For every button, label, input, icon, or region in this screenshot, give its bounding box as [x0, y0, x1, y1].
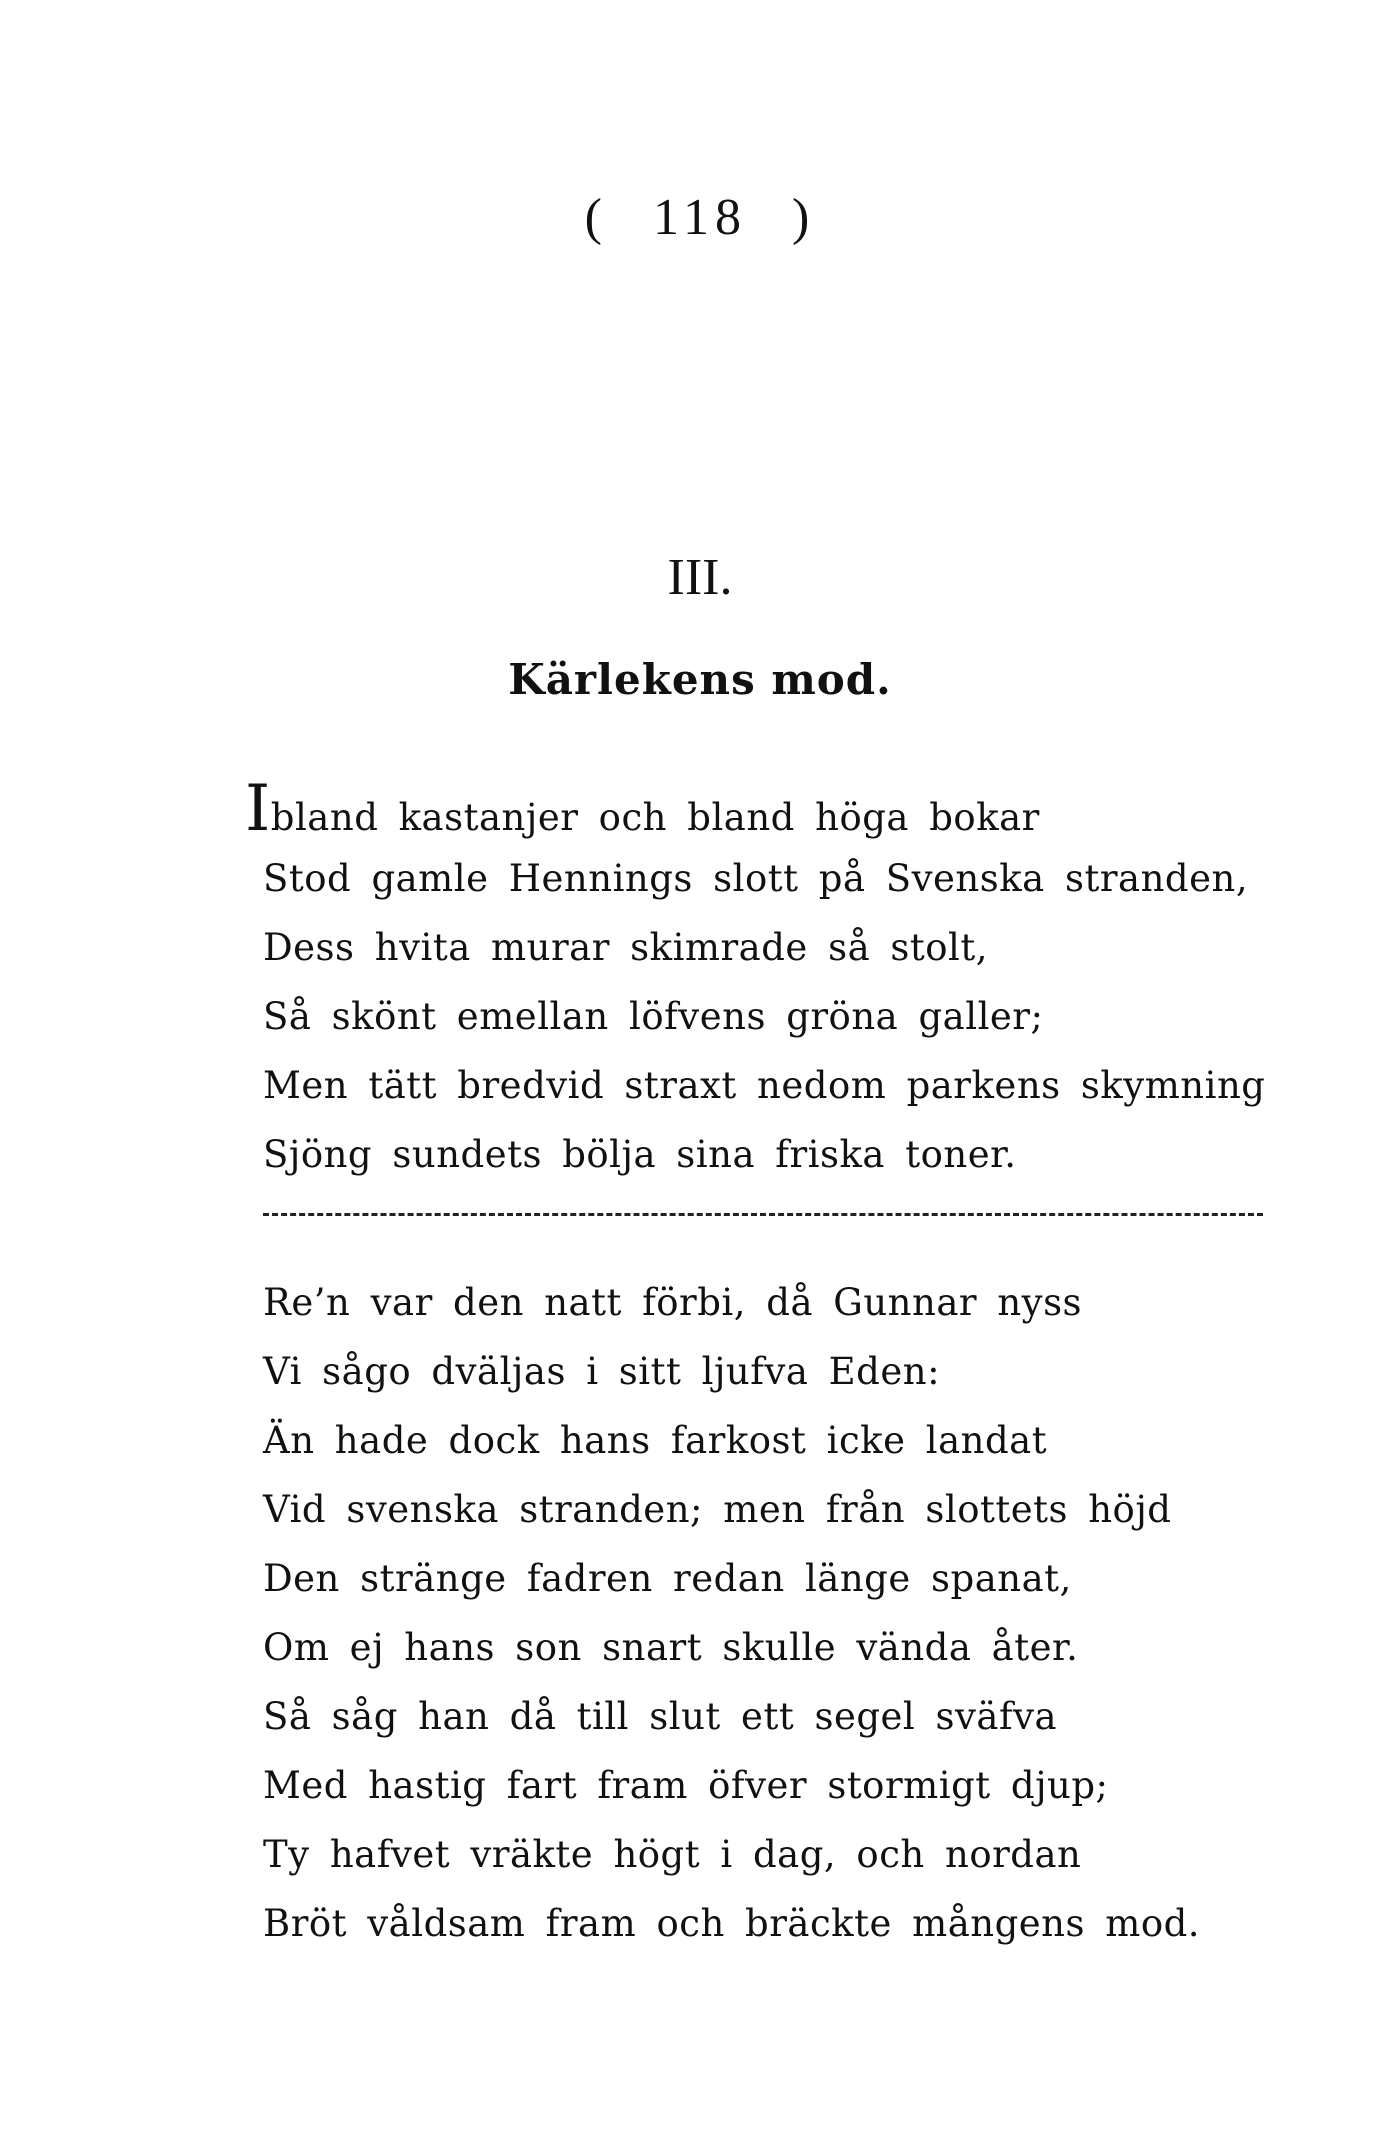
- verse-line: Bröt våldsam fram och bräckte mångens mod.: [263, 1902, 1201, 1945]
- verse-line: Sjöng sundets bölja sina friska toner.: [263, 1133, 1017, 1176]
- verse-line: Så skönt emellan löfvens gröna galler;: [263, 995, 1044, 1038]
- verse-line: Så såg han då till slut ett segel sväfva: [263, 1695, 1058, 1738]
- verse-line: Men tätt bredvid straxt nedom parkens skymning: [263, 1064, 1266, 1107]
- verse-line: Än hade dock hans farkost icke landat: [263, 1419, 1048, 1462]
- stanza-1: [245, 772, 1266, 1189]
- verse-line: Om ej hans son snart skulle vända åter.: [263, 1626, 1079, 1669]
- verse-line: Ibland kastanjer och bland höga bokar: [245, 772, 1040, 846]
- verse-line: Stod gamle Hennings slott på Svenska stranden,: [263, 857, 1249, 900]
- page-number: ( 118 ): [584, 189, 816, 246]
- stanza-2: [263, 1268, 1200, 1958]
- verse-line: Den stränge fadren redan länge spanat,: [263, 1557, 1072, 1600]
- verse-line: Dess hvita murar skimrade så stolt,: [263, 926, 988, 969]
- verse-line: Vi sågo dväljas i sitt ljufva Eden:: [263, 1350, 941, 1393]
- dashed-divider: [263, 1213, 1263, 1216]
- verse-line: Med hastig fart fram öfver stormigt djup;: [263, 1764, 1109, 1807]
- verse-line: Vid svenska stranden; men från slottets höjd: [263, 1488, 1172, 1531]
- poem-title: Kärlekens mod.: [508, 655, 892, 704]
- section-number: III.: [667, 549, 733, 606]
- verse-line: Ty hafvet vräkte högt i dag, och nordan: [263, 1833, 1082, 1876]
- verse-line: Re’n var den natt förbi, då Gunnar nyss: [263, 1281, 1083, 1324]
